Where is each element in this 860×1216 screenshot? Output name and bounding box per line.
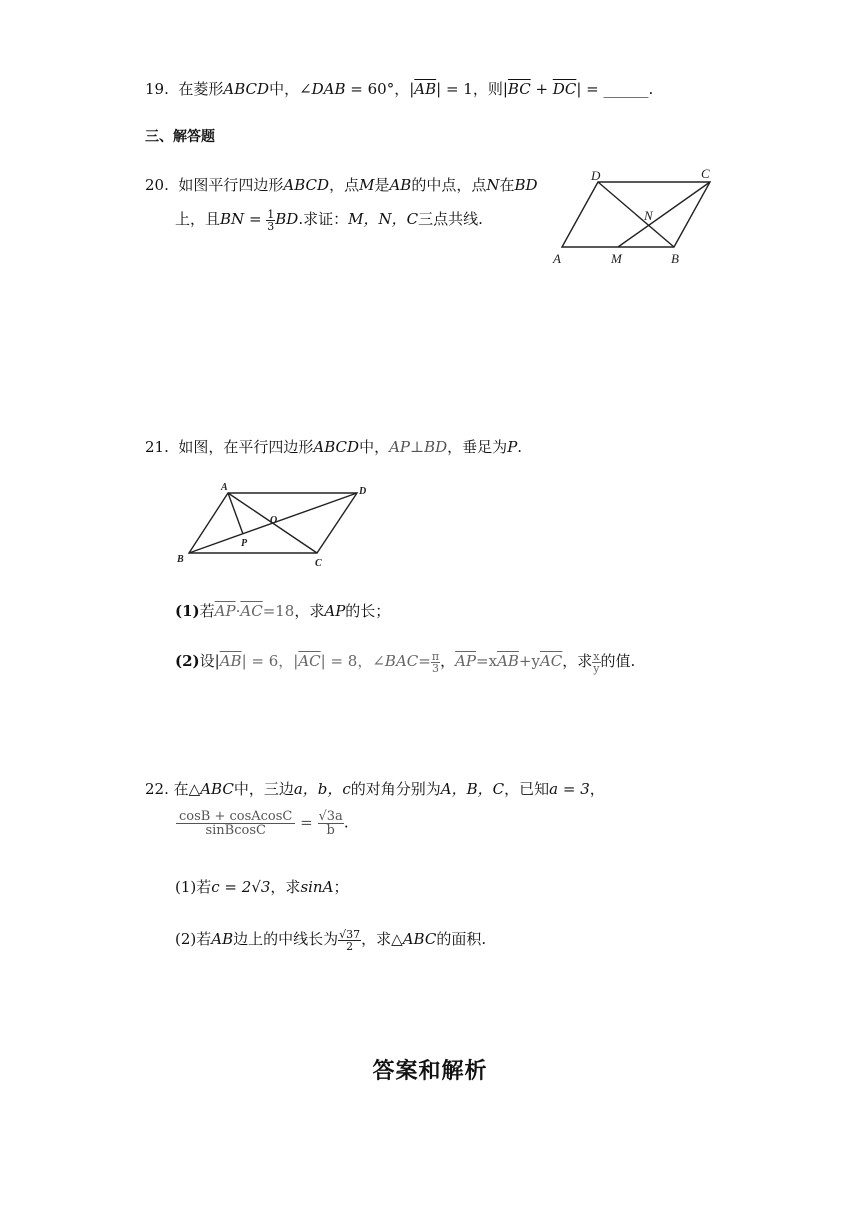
- q21-text: ，: [440, 652, 456, 670]
- q22-text: ；: [333, 878, 349, 896]
- q21-text: | = 8，∠: [320, 652, 385, 670]
- label-p: P: [241, 538, 248, 549]
- q22-part1: [175, 876, 348, 897]
- q19-text: | = ______.: [576, 80, 654, 98]
- q22-text: 边上的中线长为: [233, 930, 339, 948]
- label-b: B: [671, 251, 679, 266]
- q20-ab: AB: [389, 176, 412, 194]
- q20-text: 是: [374, 176, 390, 194]
- q22-text: 在△: [173, 780, 201, 798]
- q21-text: ，求: [294, 602, 325, 620]
- frac-denominator: y: [593, 661, 600, 675]
- frac-numerator: x: [593, 649, 600, 663]
- vector-ac: $\overline{AC}$: [298, 652, 321, 670]
- q21-text: 如图，在平行四边形: [178, 438, 314, 456]
- question-21: [145, 436, 522, 457]
- q21-text: 设|: [199, 652, 220, 670]
- vector-ab: $\overline{AB}$: [219, 652, 242, 670]
- q21-text: =x: [476, 652, 498, 670]
- label-c: C: [315, 558, 322, 569]
- q20-n: N: [486, 176, 500, 194]
- label-b: B: [177, 554, 184, 565]
- q21-p: P: [507, 438, 518, 456]
- frac-denominator: 3: [431, 661, 439, 675]
- fraction-one-third: [266, 209, 275, 232]
- q22-sina: sinA: [300, 878, 334, 896]
- part-number: (2): [175, 930, 197, 948]
- q22-text: 若: [196, 878, 212, 896]
- fraction-pi-over-3: [431, 651, 440, 674]
- question-22: [145, 778, 605, 799]
- label-d: D: [591, 168, 601, 183]
- q22-text: ，: [589, 780, 605, 798]
- equals: =: [295, 813, 318, 832]
- q20-text: 如图平行四边形: [178, 176, 284, 194]
- q19-dab: DAB: [311, 80, 346, 98]
- q20-abcd: ABCD: [283, 176, 330, 194]
- q22-text: 的对角分别为: [350, 780, 441, 798]
- q22-abc: ABC: [200, 780, 234, 798]
- q21-eq: =18: [262, 602, 295, 620]
- q21-text: 的长；: [345, 602, 391, 620]
- frac-numerator: cosB + cosAcosC: [176, 810, 295, 824]
- vector-ac: $\overline{AC}$: [539, 652, 563, 670]
- label-a: A: [221, 482, 228, 493]
- label-d: D: [359, 486, 367, 497]
- frac-numerator: √37: [339, 927, 361, 941]
- frac-denominator: b: [326, 823, 335, 838]
- q22-angles: A，B，C: [440, 780, 505, 798]
- q22-text: 的面积.: [436, 930, 487, 948]
- question-19: [145, 78, 653, 99]
- q19-text: 在菱形: [178, 80, 224, 98]
- q22-part2: [175, 928, 486, 952]
- q21-text: +y: [518, 652, 540, 670]
- vector-ap: $\overline{AP}$: [455, 652, 477, 670]
- q22-text: ，求△: [361, 930, 403, 948]
- q21-part1: [175, 600, 390, 621]
- rhs-fraction: [318, 810, 344, 837]
- q19-text: = 60°，|: [345, 80, 415, 98]
- dot-operator: ·: [235, 602, 241, 620]
- q22-c-eq: c = 2√3: [211, 878, 271, 896]
- section-heading: 三、解答题: [145, 129, 215, 145]
- q21-bac: BAC: [384, 652, 419, 670]
- question-number: 20.: [145, 176, 169, 194]
- line-mc: [618, 182, 710, 247]
- q22-text: ，已知: [504, 780, 550, 798]
- q20-text: 上，且: [175, 210, 221, 228]
- q20-text: .求证：: [298, 210, 349, 228]
- label-a: A: [553, 251, 561, 266]
- q22-text: 若: [196, 930, 212, 948]
- part-number: (2): [175, 652, 200, 670]
- vector-ap: $\overline{AP}$: [214, 602, 236, 620]
- q22-a-eq: a = 3: [549, 780, 590, 798]
- part-number: (1): [175, 602, 200, 620]
- q21-perp: AP⊥BD: [389, 438, 448, 456]
- q20-eq: =: [244, 210, 267, 228]
- frac-denominator: 2: [346, 939, 354, 953]
- q21-text: 的值.: [600, 652, 636, 670]
- q21-eq: =: [418, 652, 431, 670]
- frac-denominator: 3: [267, 219, 275, 233]
- vector-ab: $\overline{AB}$: [497, 652, 519, 670]
- label-o: O: [270, 515, 278, 526]
- q21-part2: [175, 650, 635, 674]
- q20-bn: BN: [220, 210, 245, 228]
- period: .: [343, 813, 349, 832]
- q19-text: 中，∠: [269, 80, 312, 98]
- q21-text: 若: [199, 602, 215, 620]
- lhs-fraction: [176, 810, 295, 837]
- q20-text: 三点共线.: [418, 210, 483, 228]
- q22-sides: a，b，c: [293, 780, 351, 798]
- q22-text: 中，三边: [233, 780, 294, 798]
- q19-plus: +: [530, 80, 553, 98]
- fraction-x-over-y: [592, 651, 600, 674]
- answer-title: 答案和解析: [372, 1058, 488, 1084]
- fraction-sqrt37-over-2: [338, 929, 361, 952]
- q21-text: ，求: [562, 652, 593, 670]
- q21-text: 中，: [359, 438, 390, 456]
- label-m: M: [611, 251, 622, 266]
- question-20-line1: [145, 174, 538, 195]
- part-number: (1): [175, 878, 197, 896]
- vector-dc: $\overline{DC}$: [552, 80, 577, 98]
- q22-equation: [176, 810, 349, 837]
- q21-text: | = 6，|: [241, 652, 299, 670]
- label-n: N: [644, 208, 653, 223]
- q19-text: | = 1，则|: [436, 80, 508, 98]
- question-number: 21.: [145, 438, 169, 456]
- q20-parallelogram-figure: [550, 166, 720, 270]
- frac-numerator: √3a: [318, 809, 343, 824]
- q20-points: M，N，C: [348, 210, 419, 228]
- perpendicular-ap: [228, 493, 243, 534]
- q21-ap: AP: [324, 602, 346, 620]
- question-20-line2: [175, 208, 483, 232]
- vector-bc: $\overline{BC}$: [507, 80, 531, 98]
- frac-numerator: 1: [267, 207, 275, 221]
- frac-numerator: π: [431, 649, 440, 663]
- q22-text: ，求: [270, 878, 301, 896]
- q20-text: ，点: [329, 176, 360, 194]
- q21-abcd: ABCD: [313, 438, 360, 456]
- q22-abc: ABC: [402, 930, 437, 948]
- question-number: 19.: [145, 80, 169, 98]
- q20-text: 在: [499, 176, 515, 194]
- frac-denominator: sinBcosC: [205, 823, 266, 838]
- label-c: C: [701, 166, 710, 181]
- q21-text: .: [517, 438, 523, 456]
- vector-ab: $\overline{AB}$: [414, 80, 437, 98]
- q22-ab: AB: [211, 930, 234, 948]
- question-number: 22.: [145, 780, 169, 798]
- q20-bd: BD: [514, 176, 538, 194]
- q20-text: 的中点，点: [411, 176, 487, 194]
- q20-m: M: [359, 176, 375, 194]
- vector-ac: $\overline{AC}$: [240, 602, 263, 620]
- q20-bd: BD: [275, 210, 299, 228]
- q21-text: ，垂足为: [447, 438, 508, 456]
- diagonal-db: [598, 182, 674, 247]
- q21-parallelogram-figure: [172, 478, 372, 570]
- q19-abcd: ABCD: [223, 80, 270, 98]
